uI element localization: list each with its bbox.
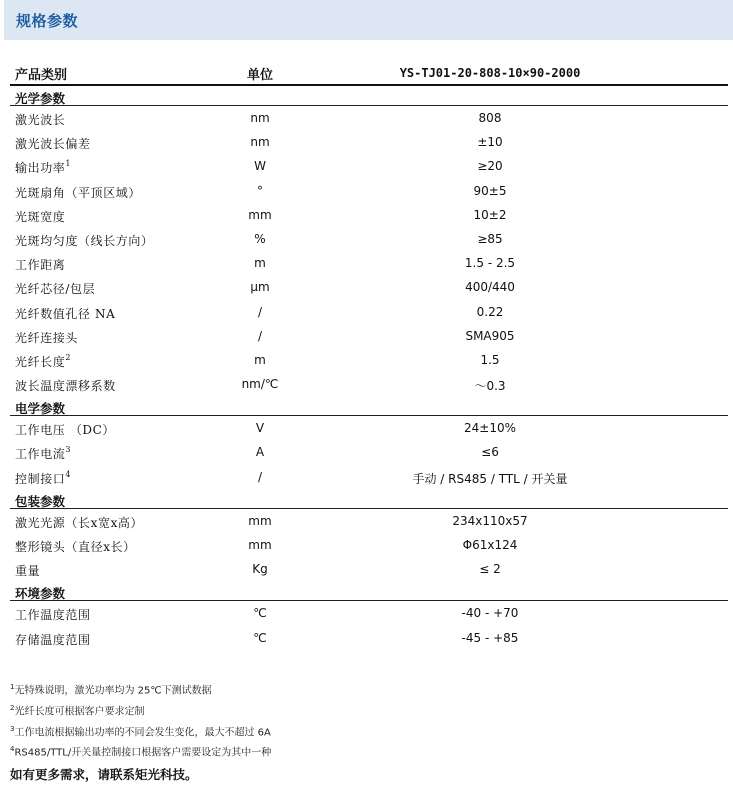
table-row [10,509,728,533]
param-name-text: 工作电压 （DC） [15,423,116,438]
param-unit: mm [248,538,272,552]
section-header [10,396,728,416]
footnote-ref: 2 [65,352,72,362]
param-value: 1.5 [480,352,500,367]
footnote-text: 工作电流根据输出功率的不同会发生变化，最大不超过 6A [14,726,271,738]
param-unit: / [257,469,263,484]
param-unit: nm [250,111,270,125]
param-value: ≥20 [477,159,503,174]
param-unit: mm [248,207,272,222]
table-row [10,227,728,251]
footnote-number: 1 [10,683,15,691]
table-row [10,465,728,489]
param-name-text: 光斑宽度 [15,209,66,224]
param-name [15,208,65,225]
param-value: ≤ 2 [479,562,501,577]
param-value: SMA905 [465,328,515,343]
param-name [15,445,71,462]
footnote-ref: 4 [65,469,72,479]
param-unit: V [255,421,265,436]
table-row [10,348,728,372]
footnote-number: 2 [10,703,15,712]
param-value: -40 - +70 [461,606,519,621]
footnote-ref: 1 [65,159,72,169]
table-row [10,179,728,203]
header-unit: 单位 [246,68,273,83]
footnote-text: RS485/TTL/开关量控制接口根据客户需要设定为其中一种 [14,747,272,759]
table-row [10,300,728,324]
param-name-text: 光纤连接头 [15,330,79,345]
param-unit: mm [248,513,272,528]
param-name-text: 光纤芯径/包层 [15,282,96,297]
param-name [15,606,91,623]
param-name [15,184,141,201]
section-header [10,581,728,601]
section-title: 包装参数 [15,493,66,509]
header-bar [4,0,733,40]
page-title: 规格参数 [16,12,79,30]
param-unit: / [257,304,263,319]
param-unit: nm [250,135,270,150]
param-name-text: 整形镜头（直径x长） [15,540,136,554]
param-value: 808 [478,111,502,125]
header-model: YS-TJ01-20-808-10×90-2000 [399,66,581,80]
param-name-text: 输出功率 [15,161,66,176]
param-name-text: 光斑均匀度（线长方向） [15,233,154,248]
param-name [15,562,40,579]
param-value: ≤6 [481,445,499,460]
param-name-text: 工作电流 [15,447,66,462]
section-title: 环境参数 [15,586,66,602]
param-value: ≥85 [477,231,503,246]
table-body [10,86,728,650]
param-unit: ℃ [253,630,267,645]
section-header [10,489,728,509]
param-value: 90±5 [473,183,507,198]
param-unit: W [254,159,266,174]
param-name [15,421,115,438]
table-row [10,324,728,348]
param-value: 10±2 [473,207,507,222]
table-row [10,130,728,154]
param-name-text: 激光波长 [15,113,66,127]
contact-text: 如有更多需求，请联系矩光科技。 [10,767,198,782]
param-name [15,280,95,297]
footnote-ref: 3 [65,445,72,455]
param-name-text: 工作温度范围 [15,608,91,623]
param-value: ±10 [477,135,503,150]
footnote-line [10,741,271,762]
param-value: ～0.3 [474,379,506,394]
table-row [10,533,728,557]
param-name [15,631,91,648]
param-name-text: 光纤数值孔径 NA [15,306,116,321]
param-name [15,514,143,531]
param-name-text: 激光光源（长x宽x高） [15,515,144,530]
param-unit: nm/℃ [241,377,279,392]
param-name [15,353,71,370]
table-row [10,372,728,396]
section-header [10,86,728,106]
param-name [15,470,71,487]
param-value: 234x110x57 [452,513,528,528]
param-name [15,256,65,273]
param-name-text: 激光波长偏差 [15,137,91,152]
param-unit: μm [250,280,270,295]
table-row [10,154,728,178]
table-row [10,440,728,464]
param-name [15,135,91,152]
table-row [10,203,728,227]
footnote-number: 3 [10,724,15,733]
param-name [15,377,116,394]
param-value: Φ61x124 [462,538,518,552]
param-unit: m [254,256,266,271]
table-row [10,275,728,299]
param-name-text: 控制接口 [15,471,66,486]
param-name [15,305,115,322]
param-value: -45 - +85 [461,630,519,645]
table-row [10,626,728,650]
param-name [15,232,154,249]
footnote-number: 4 [10,745,15,754]
param-value: 0.22 [476,304,504,319]
table-row [10,416,728,440]
param-unit: ° [257,183,263,198]
param-name-text: 工作距离 [15,258,66,273]
param-name [15,111,65,128]
param-name [15,538,136,555]
footnote-text: 光纤长度可根据客户要求定制 [14,706,145,718]
footnote-text: 无特殊说明，激光功率均为 25℃下测试数据 [14,685,212,697]
param-name-text: 光斑扇角（平顶区域） [15,185,142,200]
param-name-text: 存储温度范围 [15,632,91,647]
table-row [10,106,728,130]
param-value: 400/440 [465,280,515,295]
param-value: 24±10% [464,421,516,436]
header-name: 产品类别 [15,68,68,83]
table-header [10,58,728,86]
param-name [15,329,78,346]
param-name-text: 重量 [15,564,41,579]
footnote-line [10,679,271,700]
param-unit: / [257,328,263,343]
param-name [15,159,71,176]
param-name-text: 光纤长度 [15,354,66,369]
param-unit: Kg [252,562,268,577]
section-title: 电学参数 [15,401,66,417]
footnote-line [10,721,271,742]
footnote-line [10,700,271,721]
param-unit: A [255,445,265,460]
table-row [10,557,728,581]
param-unit: ℃ [253,606,267,621]
param-name-text: 波长温度漂移系数 [15,379,116,394]
spec-table [10,58,728,650]
param-unit: m [254,352,266,367]
param-value: 1.5 - 2.5 [464,256,516,271]
footnotes [10,679,271,762]
param-unit: % [254,231,266,246]
table-row [10,251,728,275]
section-title: 光学参数 [15,91,66,106]
table-row [10,601,728,625]
param-value: 手动 / RS485 / TTL / 开关量 [412,471,568,486]
